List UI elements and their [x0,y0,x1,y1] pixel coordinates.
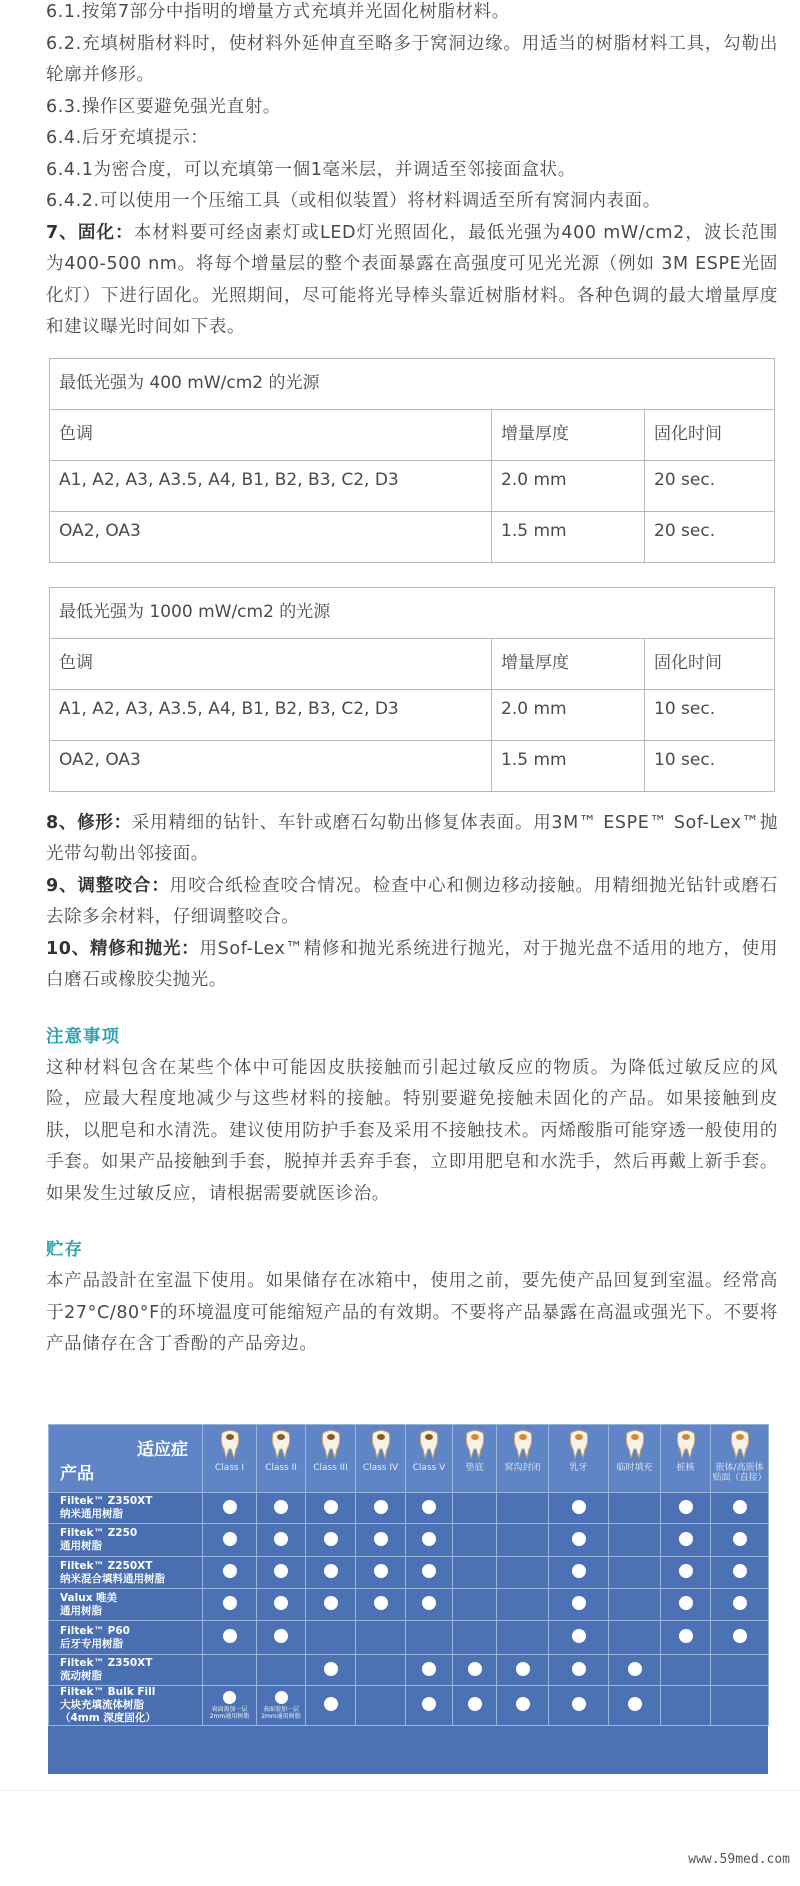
indicated-dot-icon [223,1500,237,1514]
indication-cell [661,1524,711,1557]
column-label: Class III [313,1463,348,1473]
step-10-label: 10、精修和抛光： [46,938,200,959]
indicated-dot-icon [679,1532,693,1546]
indication-cell [203,1493,257,1524]
table-row [50,740,775,791]
cell-shade: OA2, OA3 [50,740,492,791]
step-9-label: 9、调整咬合： [46,875,170,896]
column-label: 嵌体/高嵌体 贴面（直接） [712,1463,767,1483]
bulk-fill-note: 表面需加一层 2mm通用树脂 [209,1706,250,1720]
indicated-dot-icon [516,1697,530,1711]
indicated-dot-icon [572,1532,586,1546]
indication-cell [549,1655,609,1686]
indicated-dot-icon [223,1691,236,1704]
indication-cell [306,1686,356,1726]
indicated-dot-icon [324,1662,338,1676]
table-row [49,1557,769,1589]
indication-cell [609,1621,661,1655]
indication-cell [203,1686,257,1726]
indicated-dot-icon [468,1697,482,1711]
indicated-dot-icon [223,1629,237,1643]
step-10-text: 用Sof-Lex™精修和抛光系统进行抛光，对于抛光盘不适用的地方，使用白磨石或橡胶尖抛光。 [46,938,778,990]
indication-cell [406,1655,453,1686]
indication-cell [609,1589,661,1621]
indications-chart [48,1424,768,1774]
indicated-dot-icon [422,1697,436,1711]
indication-cell [609,1524,661,1557]
indicated-dot-icon [374,1500,388,1514]
indications-corner [49,1425,203,1493]
indicated-dot-icon [572,1564,586,1578]
cure-table-title: 最低光强为 400 mW/cm2 的光源 [50,358,775,409]
indication-cell [203,1557,257,1589]
cell-cure-time: 20 sec. [645,511,775,562]
indication-cell [549,1493,609,1524]
column-label: 窝沟封闭 [504,1463,541,1473]
step-6-2: 6.2.充填树脂材料时，使材料外延伸直至略多于窝洞边缘。用适当的树脂材料工具，勾勒出轮廓并修形。 [46,33,778,85]
indicated-dot-icon [679,1564,693,1578]
tooth-icon [418,1429,440,1459]
watermark-text: www.59med.com [688,1852,790,1867]
step-6-4-1: 6.4.1为密合度，可以充填第一個1毫米层，并调适至邻接面盒状。 [46,159,576,180]
cell-cure-time: 10 sec. [645,689,775,740]
indication-cell [609,1493,661,1524]
column-header [406,1425,453,1493]
indication-cell [257,1686,306,1726]
step-10 [46,934,778,997]
indications-table [48,1424,769,1726]
cell-shade: A1, A2, A3, A3.5, A4, B1, B2, B3, C2, D3 [50,460,492,511]
indicated-dot-icon [422,1596,436,1610]
column-label: Class IV [362,1463,399,1473]
column-label: Class I [214,1463,245,1473]
cell-cure-time: 20 sec. [645,460,775,511]
instructions-content [46,0,778,1361]
indicated-dot-icon [324,1596,338,1610]
step-6-4-2: 6.4.2.可以使用一个压缩工具（或相似装置）将材料调适至所有窝洞内表面。 [46,191,661,211]
product-name: Filtek™ Z350XT 流动树脂 [49,1655,203,1686]
indication-cell [497,1493,549,1524]
indication-cell [356,1524,406,1557]
step-9 [46,871,778,934]
indication-cell [453,1493,497,1524]
column-label: Class V [412,1463,446,1473]
divider [0,1790,800,1791]
indicated-dot-icon [628,1662,642,1676]
indicated-dot-icon [324,1564,338,1578]
indication-cell [661,1655,711,1686]
tooth-icon [370,1429,392,1459]
indicated-dot-icon [374,1596,388,1610]
indication-cell [497,1589,549,1621]
indication-cell [257,1589,306,1621]
indication-cell [711,1557,769,1589]
column-header [661,1425,711,1493]
column-label: Class II [265,1463,297,1473]
header-cure-time: 固化时间 [645,409,775,460]
cautions-text: 这种材料包含在某些个体中可能因皮肤接触而引起过敏反应的物质。为降低过敏反应的风险，应最大程度地减少与这些材料的接触。特别要避免接触未固化的产品。如果接触到皮肤，以肥皂和水清洗。建议使用防护手套及采用不接触技术。丙烯酸脂可能穿透一般使用的手套。如果产品接触到手套，脱掉并丢弃手套，立即用肥皂和水洗手，然后再戴上新手套。如果发生过敏反应，请根据需要就医诊治。 [46,1057,778,1204]
column-header [257,1425,306,1493]
product-name: Filtek™ P60 后牙专用树脂 [49,1621,203,1655]
tooth-icon [675,1429,697,1459]
indication-cell [406,1493,453,1524]
indicated-dot-icon [223,1596,237,1610]
indication-cell [609,1655,661,1686]
indication-cell [497,1655,549,1686]
header-shade: 色调 [50,409,492,460]
tooth-icon [270,1429,292,1459]
indicated-dot-icon [324,1532,338,1546]
cautions-heading: 注意事项 [46,1026,120,1047]
indicated-dot-icon [628,1697,642,1711]
table-row [50,511,775,562]
indicated-dot-icon [374,1564,388,1578]
indication-cell [453,1524,497,1557]
indication-cell [306,1493,356,1524]
step-6-1: 6.1.按第7部分中指明的增量方式充填并光固化树脂材料。 [46,2,510,22]
bulk-fill-note: 表面需加一层 2mm通用树脂 [261,1706,301,1720]
step-6-3: 6.3.操作区要避免强光直射。 [46,96,281,117]
indication-cell [453,1589,497,1621]
tooth-icon [320,1429,342,1459]
step-8 [46,808,778,871]
tooth-icon [568,1429,590,1459]
cell-increment: 1.5 mm [492,740,645,791]
column-header [497,1425,549,1493]
table-row [49,1686,769,1726]
table-row [49,1621,769,1655]
indicated-dot-icon [274,1564,288,1578]
indication-cell [453,1655,497,1686]
indication-cell [661,1621,711,1655]
cell-increment: 2.0 mm [492,460,645,511]
indicated-dot-icon [679,1629,693,1643]
indicated-dot-icon [572,1697,586,1711]
indication-cell [711,1493,769,1524]
product-name: Filtek™ Z350XT 纳米通用树脂 [49,1493,203,1524]
indication-cell [257,1524,306,1557]
product-name: Filtek™ Bulk Fill 大块充填流体树脂 （4mm 深度固化） [49,1686,203,1726]
table-row [49,1655,769,1686]
indication-cell [549,1621,609,1655]
header-shade: 色调 [50,638,492,689]
indication-cell [356,1621,406,1655]
indication-cell [203,1655,257,1686]
indication-cell [356,1686,406,1726]
header-cure-time: 固化时间 [645,638,775,689]
indicated-dot-icon [733,1532,747,1546]
indication-cell [609,1686,661,1726]
indicated-dot-icon [223,1532,237,1546]
indication-cell [453,1557,497,1589]
column-label: 乳牙 [569,1463,588,1473]
indication-cell [711,1589,769,1621]
indicated-dot-icon [733,1500,747,1514]
indication-cell [406,1621,453,1655]
indicated-dot-icon [223,1564,237,1578]
indicated-dot-icon [572,1596,586,1610]
indicated-dot-icon [275,1691,288,1704]
indicated-dot-icon [733,1564,747,1578]
indicated-dot-icon [422,1662,436,1676]
cure-table-title: 最低光强为 1000 mW/cm2 的光源 [50,587,775,638]
indication-cell [306,1621,356,1655]
tooth-icon [219,1429,241,1459]
indicated-dot-icon [274,1596,288,1610]
indication-cell [609,1557,661,1589]
column-header [306,1425,356,1493]
indication-cell [711,1655,769,1686]
indicated-dot-icon [274,1629,288,1643]
cell-shade: A1, A2, A3, A3.5, A4, B1, B2, B3, C2, D3 [50,689,492,740]
indicated-dot-icon [572,1500,586,1514]
indication-cell [306,1524,356,1557]
step-8-label: 8、修形： [46,812,132,833]
step-9-text: 用咬合纸检查咬合情况。检查中心和侧边移动接触。用精细抛光钻针或磨石去除多余材料，仔细调整咬合。 [46,875,778,927]
indication-cell [306,1589,356,1621]
table-row [49,1493,769,1524]
indicated-dot-icon [274,1532,288,1546]
indication-cell [661,1557,711,1589]
indication-cell [549,1686,609,1726]
tooth-icon [729,1429,751,1459]
indication-cell [406,1686,453,1726]
step-6-4: 6.4.后牙充填提示： [46,128,209,148]
table-row [49,1524,769,1557]
indication-cell [406,1589,453,1621]
indication-cell [356,1589,406,1621]
cure-table-400 [49,358,775,563]
indication-cell [661,1686,711,1726]
tooth-icon [624,1429,646,1459]
indication-cell [661,1493,711,1524]
cell-increment: 1.5 mm [492,511,645,562]
column-header [453,1425,497,1493]
indication-cell [711,1621,769,1655]
indication-cell [661,1589,711,1621]
indication-cell [203,1621,257,1655]
cell-increment: 2.0 mm [492,689,645,740]
tooth-icon [512,1429,534,1459]
indication-cell [549,1589,609,1621]
table-row [50,460,775,511]
indicated-dot-icon [572,1662,586,1676]
indications-label: 适应症 [137,1440,188,1460]
indication-cell [549,1524,609,1557]
indication-cell [257,1493,306,1524]
product-name: Filtek™ Z250 通用树脂 [49,1524,203,1557]
column-header [549,1425,609,1493]
indicated-dot-icon [572,1629,586,1643]
storage-text: 本产品設計在室温下使用。如果储存在冰箱中，使用之前，要先使产品回复到室温。经常高于27°C/80°F的环境温度可能缩短产品的有效期。不要将产品暴露在高温或强光下。不要将产品储存在含丁香酚的产品旁边。 [46,1271,778,1354]
indication-cell [497,1524,549,1557]
product-name: Valux 唯美 通用树脂 [49,1589,203,1621]
indication-cell [203,1524,257,1557]
indicated-dot-icon [324,1500,338,1514]
indicated-dot-icon [374,1532,388,1546]
header-increment: 增量厚度 [492,409,645,460]
table-row [49,1589,769,1621]
indication-cell [497,1557,549,1589]
indication-cell [306,1557,356,1589]
indication-cell [257,1557,306,1589]
column-label: 桩核 [676,1463,695,1473]
product-name: Filtek™ Z250XT 纳米混合填料通用树脂 [49,1557,203,1589]
column-label: 垫底 [465,1463,484,1473]
indicated-dot-icon [468,1662,482,1676]
indicated-dot-icon [422,1500,436,1514]
indicated-dot-icon [422,1532,436,1546]
column-label: 临时填充 [616,1463,653,1473]
indication-cell [406,1524,453,1557]
column-header [203,1425,257,1493]
indication-cell [711,1686,769,1726]
column-header [356,1425,406,1493]
header-increment: 增量厚度 [492,638,645,689]
cell-shade: OA2, OA3 [50,511,492,562]
indication-cell [203,1589,257,1621]
step-7-label: 7、固化： [46,222,134,243]
indicated-dot-icon [679,1596,693,1610]
indication-cell [497,1621,549,1655]
cure-table-1000 [49,587,775,792]
cell-cure-time: 10 sec. [645,740,775,791]
indicated-dot-icon [274,1500,288,1514]
column-header [711,1425,769,1493]
indicated-dot-icon [733,1629,747,1643]
products-label: 产品 [60,1464,94,1484]
indication-cell [356,1493,406,1524]
indication-cell [453,1686,497,1726]
indicated-dot-icon [516,1662,530,1676]
indication-cell [497,1686,549,1726]
step-8-text: 采用精细的钻针、车针或磨石勾勒出修复体表面。用3M™ ESPE™ Sof-Lex™抛光带勾勒出邻接面。 [46,812,778,864]
step-7 [46,218,778,344]
column-header [609,1425,661,1493]
storage-heading: 贮存 [46,1240,83,1260]
indication-cell [356,1655,406,1686]
indication-cell [406,1557,453,1589]
indicated-dot-icon [324,1697,338,1711]
indication-cell [257,1655,306,1686]
indication-cell [257,1621,306,1655]
indication-cell [356,1557,406,1589]
indication-cell [711,1524,769,1557]
indicated-dot-icon [422,1564,436,1578]
indicated-dot-icon [679,1500,693,1514]
indication-cell [549,1557,609,1589]
table-row [50,689,775,740]
indication-cell [306,1655,356,1686]
indicated-dot-icon [733,1596,747,1610]
step-7-text: 本材料要可经卤素灯或LED灯光照固化，最低光强为400 mW/cm2，波长范围为400-500 nm。将每个增量层的整个表面暴露在高强度可见光光源（例如 3M ESPE光固化灯）下进行固化。光照期间，尽可能将光导棒头靠近树脂材料。各种色调的最大增量厚度和建议曝光时间如下表。 [46,222,778,337]
indication-cell [453,1621,497,1655]
tooth-icon [464,1429,486,1459]
